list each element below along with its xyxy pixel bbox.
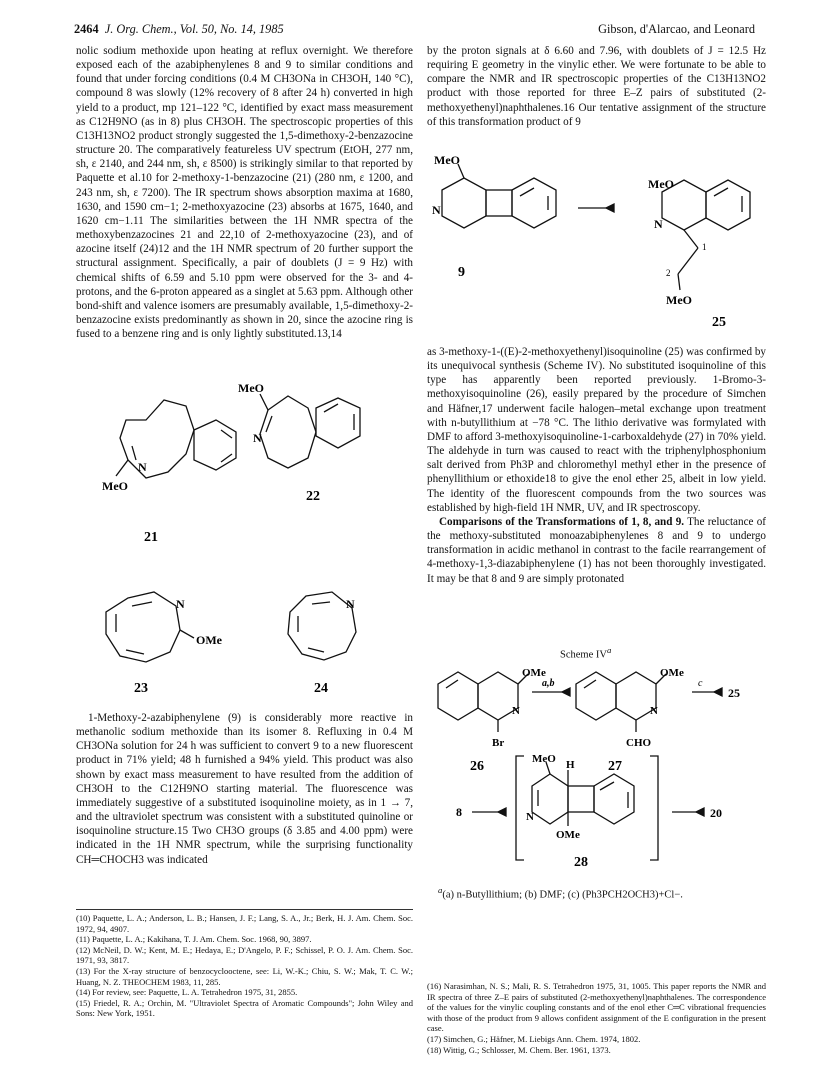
n-label: N xyxy=(526,811,534,823)
position-2-label: 2 xyxy=(666,268,671,278)
compound-27-label: 27 xyxy=(608,759,622,774)
n-label: N xyxy=(512,705,520,717)
azocine-ring-22 xyxy=(260,396,316,468)
reagents-ab: a,b xyxy=(542,678,555,689)
n-label: N xyxy=(650,705,658,717)
structures-21-22 xyxy=(76,350,416,560)
footnote: (15) Friedel, R. A.; Orchin, M. "Ultraviolet Spectra of Aromatic Compounds"; John Wiley and Sons: New York, 1951. xyxy=(76,997,413,1019)
right-column-mid xyxy=(427,345,766,586)
benzene-ring-21 xyxy=(194,420,236,470)
compound-21-label: 21 xyxy=(144,530,158,545)
n-label: N xyxy=(346,597,355,611)
left-column-bottom xyxy=(76,711,413,867)
right-column-top xyxy=(427,44,766,129)
ome-label: OMe xyxy=(660,667,684,679)
benzene-ring-27 xyxy=(576,672,616,720)
meo-label: MeO xyxy=(648,177,674,191)
n-label: N xyxy=(176,597,185,611)
footnote: (12) McNeil, D. W.; Kent, M. E.; Hedaya, E.; D'Angelo, P. F.; Schissel, P. O. J. Am. Chem. Soc. 1971, 93, 3817. xyxy=(76,944,413,966)
meo-label: MeO xyxy=(238,381,264,395)
structures-9-25 xyxy=(428,150,768,330)
n-label: N xyxy=(253,431,262,445)
br-label: Br xyxy=(492,737,505,749)
footnote: (13) For the X-ray structure of benzocyclooctene, see: Li, W.-K.; Chiu, S. W.; Mak, T. C. W.; Huang, N. Z. THEOCHEM 1983, 11, 285. xyxy=(76,965,413,987)
paragraph: 1-Methoxy-2-azabiphenylene (9) is considerably more reactive in methanolic sodium methoxide than its isomer 8. Refluxing in 0.4 M CH3ONa solution for 24 h was sufficient to convert 9 to a new fluorescent product in 71% yield; 48 h furnished a 94% yield. This product was also shown by exact mass measurement to have resulted from the addition of CH3OH to the C12H9NO starting material. The fluorescence was immediately suggestive of a substituted isoquinoline moiety, as in 1 → 7, and the ultraviolet spectrum was consistent with a substituted quinoline or isoquinoline structure.15 Two CH3O groups (δ 3.85 and 4.00 ppm) were indicated in the 1H NMR spectrum, while the surprising functionality CH═CHOCH3 was indicated xyxy=(76,712,413,866)
journal-citation: J. Org. Chem., Vol. 50, No. 14, 1985 xyxy=(104,22,284,36)
scheme-title-text: Scheme IV xyxy=(560,649,607,661)
footnote: (16) Narasimhan, N. S.; Mali, R. S. Tetrahedron 1975, 31, 1005. This paper reports the NMR and IR spectra of three Z–E pairs of substituted (2-methoxyethenyl)naphthalenes. The correspondence of the values for the vinylic coupling constants and of the enol ether C═C vibrational frequencies with those of the product from 9 allows confident assignment of the E configuration in the present case. xyxy=(427,981,766,1034)
product-20-ref: 20 xyxy=(710,806,722,820)
benzene-ring-25 xyxy=(706,180,750,230)
ome-label: OMe xyxy=(556,829,580,841)
footnote: (10) Paquette, L. A.; Anderson, L. B.; Hansen, J. F.; Lang, S. A., Jr.; Berk, H. J. Am. Chem. Soc. 1972, 94, 4907. xyxy=(76,913,413,934)
ome-label: OMe xyxy=(522,667,546,679)
page-header xyxy=(74,22,755,40)
benzene-ring-9 xyxy=(512,178,556,228)
n-label: N xyxy=(654,217,663,231)
compound-25-label: 25 xyxy=(712,315,726,330)
compound-24-label: 24 xyxy=(314,681,328,696)
compound-9-label: 9 xyxy=(458,265,465,280)
n-label: N xyxy=(138,460,147,474)
paragraph xyxy=(427,515,766,586)
h-label: H xyxy=(566,759,575,771)
footnotes-right xyxy=(427,981,766,1055)
footnote: (11) Paquette, L. A.; Kakihana, T. J. Am. Chem. Soc. 1968, 90, 3897. xyxy=(76,934,312,945)
pyridine-ring-9 xyxy=(442,178,486,228)
compound-26-label: 26 xyxy=(470,759,484,774)
page-number: 2464 xyxy=(74,22,99,36)
meo-label: MeO xyxy=(102,479,128,493)
azocine-ring-23 xyxy=(106,592,180,662)
paragraph: as 3-methoxy-1-((E)-2-methoxyethenyl)isoquinoline (25) was confirmed by its unequivocal synthesis (Scheme IV). No substituted isoquinoline of this type has apparently been reported previously. 1-Bromo-3-methoxyisoquinoline (26), easily prepared by the procedure of Simchen and Häfner,17 underwent facile halogen–metal exchange upon treatment with n-butyllithium at −78 °C. The lithio derivative was formylated with DMF to afford 3-methoxyisoquinoline-1-carboxaldehyde (27) in 70% yield. The aldehyde in turn was caused to react with the triphenylphosphonium salt derived from Ph3P and chloromethyl methyl ether in the presence of phenyllithium or ethoxide18 to give the enol ether 25, albeit in low yield. The identity of the fluorescent compounds from the two sources was established by high-field 1H NMR, UV, and IR spectroscopy. xyxy=(427,346,766,514)
scheme-caption-footnote: a xyxy=(438,885,443,895)
scheme-title xyxy=(560,645,611,661)
header-left xyxy=(74,22,284,37)
compound-28-label: 28 xyxy=(574,855,588,870)
structures-23-24 xyxy=(76,578,416,698)
section-heading: Comparisons of the Transformations of 1, 8, and 9. xyxy=(439,515,685,528)
scheme-title-footnote: a xyxy=(606,645,612,655)
meo-label: MeO xyxy=(434,153,460,167)
paragraph: nolic sodium methoxide upon heating at reflux overnight. We therefore exposed each of the azabiphenylenes 8 and 9 to similar conditions and found that under forcing conditions (0.4 M CH3ONa in CH3OH, 140 °C), compound 8 was slowly (12% recovery of 8 after 24 h) converted in high yield to a product, mp 121–122 °C, identified by exact mass measurement as C12H9NO (as in 8) plus CH3OH. The spectroscopic properties of this C13H13NO2 product strongly suggested the 1,5-dimethoxy-2-benzazocine structure 20. The comparatively featureless UV spectrum (EtOH, 277 nm, sh, ε 2140, and 244 nm, sh, ε 8500) is strikingly similar to that reported by Paquette et al.10 for 2-methoxy-1-benzazocine (21) (280 nm, ε 1200, and 243 nm, sh, ε 7200). The IR spectrum shows absorption maxima at 1680, 1630, and 1590 cm−1; 2-methoxyazocine (23) absorbs at 1675, 1640, and 1620 cm−1.11 The similarities between the 1H NMR spectra of the methoxybenzazocines 21 and 22,10 of 2-methoxyazocine (23), and of azocine itself (24)12 and the 1H NMR spectrum of 20 further support the structural assignment. Specifically, a pair of doublets (J = 9 Hz) with chemical shifts of 6.59 and 5.10 ppm were observed for the 3- and 4-protons, and the 6-proton appeared as a singlet at 5.63 ppm. Although other bond-shift and valence isomers are presumably available, 1,5-dimethoxy-2-benzazocine exists predominantly as shown in 20, since the azocine ring is fused to a benzene ring and is only lightly substituted.13,14 xyxy=(76,45,413,341)
footnote: (14) For review, see: Paquette, L. A. Tetrahedron 1975, 31, 2855. xyxy=(76,987,298,998)
left-column xyxy=(76,44,413,341)
n-label: N xyxy=(432,203,441,217)
meo-label: MeO xyxy=(532,753,556,765)
compound-8-ref: 8 xyxy=(456,805,462,819)
compound-22-label: 22 xyxy=(306,489,320,504)
ome-label: OMe xyxy=(196,633,222,647)
paragraph-text: The reluctance of the methoxy-substituted monoazabiphenylenes 8 and 9 to undergo transformation in acidic methanol in contrast to the facile rearrangement of 4-methoxy-1,3-diazabiphenylene (1) has not been thoroughly investigated. It may be that 8 and 9 are simply protonated xyxy=(427,515,766,585)
compound-23-label: 23 xyxy=(134,681,148,696)
footnotes-left xyxy=(76,909,413,1019)
benzene-ring-26 xyxy=(438,672,478,720)
reagent-c: c xyxy=(698,678,703,689)
scheme-caption-text: (a) n-Butyllithium; (b) DMF; (c) (Ph3PCH2OCH3)+Cl−. xyxy=(442,889,683,901)
cho-label: CHO xyxy=(626,737,652,749)
azocine-ring-21 xyxy=(120,400,194,478)
footnote: (17) Simchen, G.; Häfner, M. Liebigs Ann. Chem. 1974, 1802. xyxy=(427,1033,641,1044)
footnote: (18) Wittig, G.; Schlosser, M. Chem. Ber. 1961, 1373. xyxy=(427,1044,611,1055)
position-1-label: 1 xyxy=(702,242,707,252)
scheme-caption xyxy=(438,885,683,901)
paragraph: by the proton signals at δ 6.60 and 7.96, with doublets of J = 12.5 Hz requiring E geometry in the vinylic ether. We were fortunate to be able to compare the NMR and IR spectroscopic properties of the C13H13NO2 product with those reported for three E–Z pairs of substituted (2-methoxyethenyl)naphthalenes.16 Our tentative assignment of the structure of this transformation product of 9 xyxy=(427,45,766,128)
scheme-iv xyxy=(428,660,768,882)
header-authors: Gibson, d'Alarcao, and Leonard xyxy=(598,22,755,36)
product-25-ref: 25 xyxy=(728,686,740,700)
meo-label: MeO xyxy=(666,293,692,307)
